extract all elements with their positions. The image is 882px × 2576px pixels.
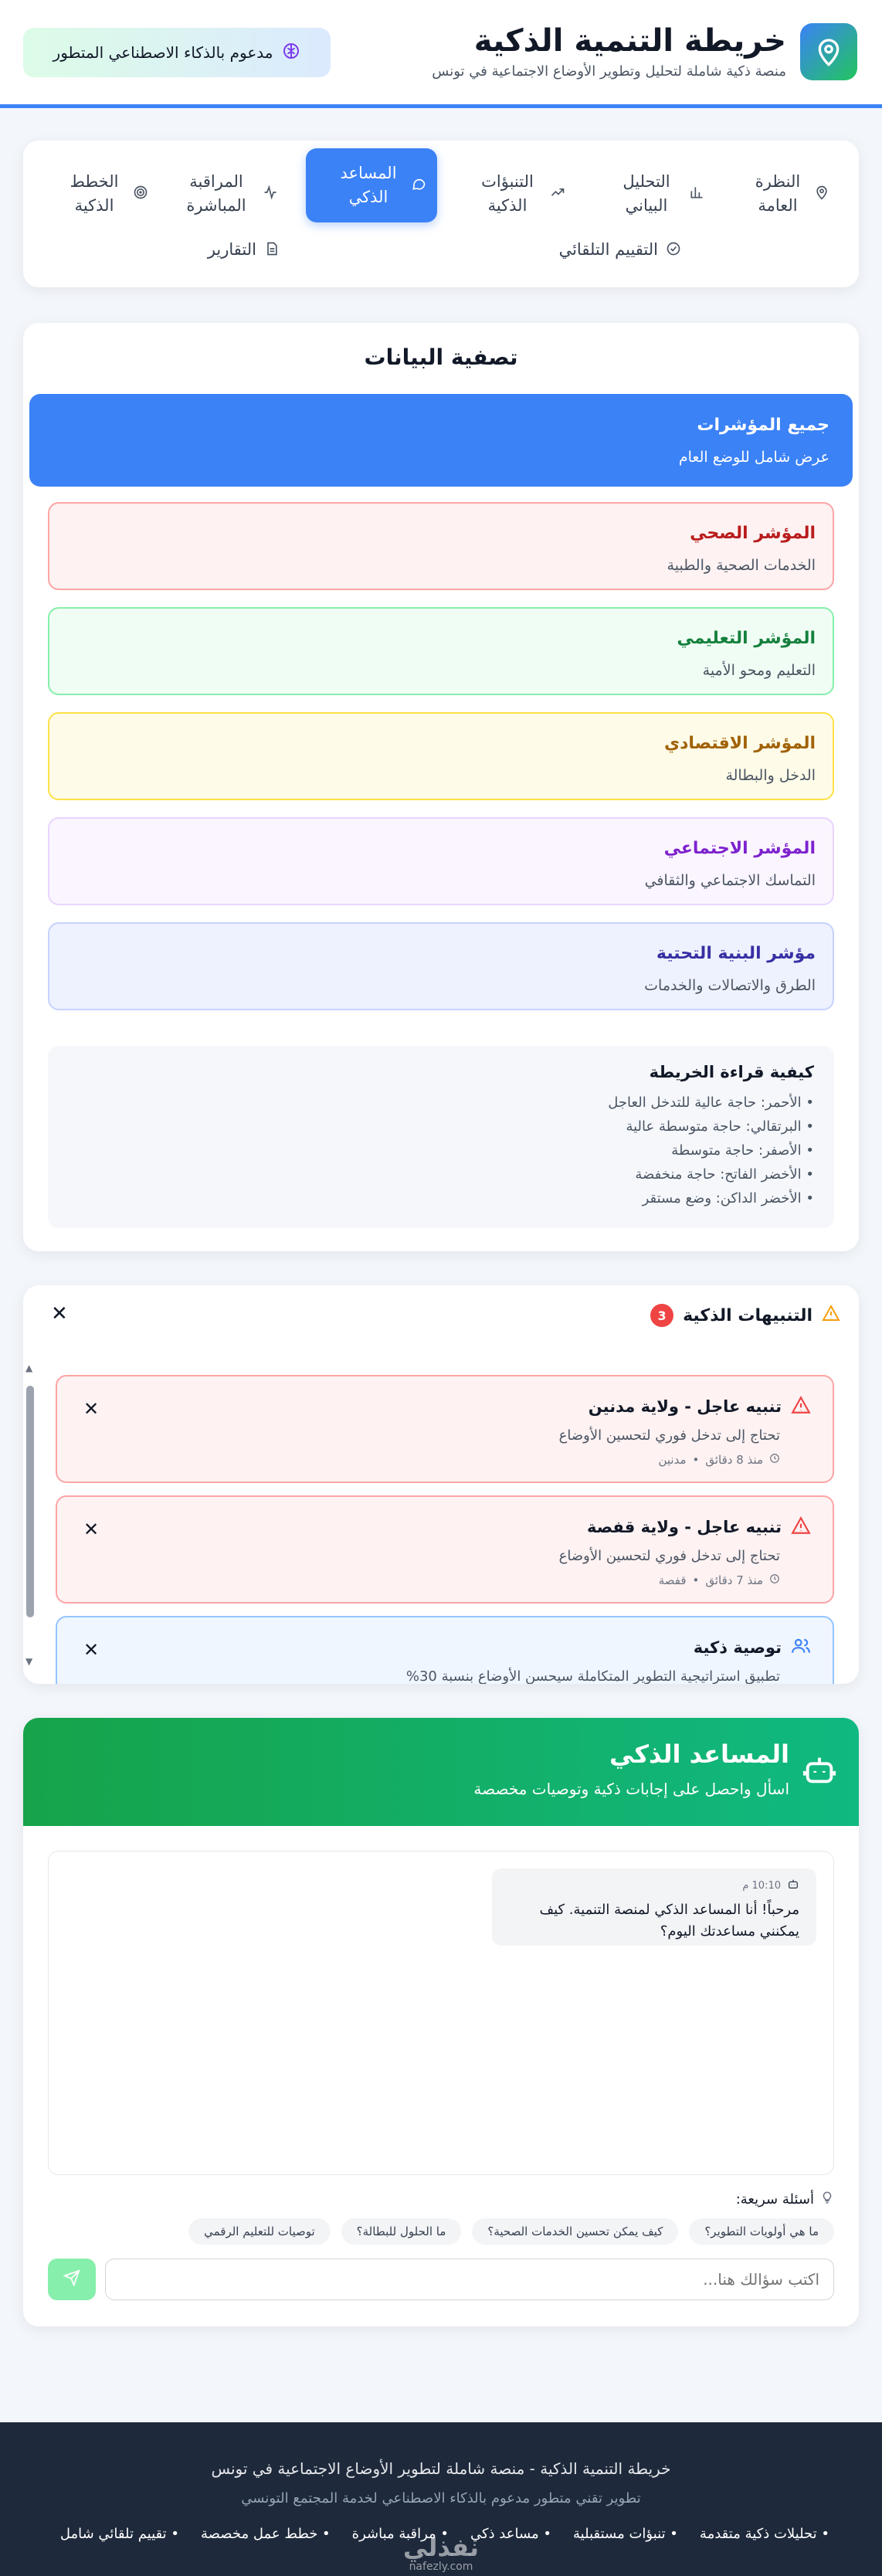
alert-time: منذ 8 دقائق (705, 1453, 763, 1467)
watermark-logo: نفذلي nafezly.com (403, 2533, 479, 2573)
tab-auto-evaluation[interactable] (548, 227, 692, 273)
smart-alerts-panel (23, 1285, 859, 1684)
tab-label: المراقبة المباشرة (186, 171, 246, 215)
lightbulb-icon (820, 2191, 834, 2208)
indicator-title: المؤشر التعليمي (677, 629, 816, 648)
message-text: مرحباً! أنا المساعد الذكي لمنصة التنمية. كيف يمكنني مساعدتك اليوم؟ (539, 1902, 799, 1940)
clock-icon (769, 1573, 780, 1587)
chat-icon (411, 176, 426, 195)
alert-desc: تطبيق استراتيجية التطوير المتكاملة سيحسن الأوضاع بنسبة 30% (405, 1668, 780, 1684)
filter-all-desc: عرض شامل للوضع العام (678, 449, 829, 466)
alert-title: تنبيه عاجل - ولاية مدنين (588, 1397, 782, 1416)
tab-label: النظرة العامة (755, 171, 801, 215)
alert-desc: تحتاج إلى تدخل فوري لتحسين الأوضاع (558, 1548, 780, 1564)
warning-icon (822, 1304, 840, 1327)
bar-chart-icon (689, 185, 704, 204)
scroll-down-icon[interactable]: ▼ (25, 1656, 33, 1667)
alert-title: توصية ذكية (693, 1638, 782, 1657)
indicator-title: المؤشر الاجتماعي (663, 839, 816, 858)
footer-feature: • مراقبة مباشرة (351, 2526, 449, 2542)
tab-label: المساعد الذكي (340, 163, 397, 206)
alert-place: قفصة (658, 1573, 687, 1587)
legend-item: • البرتقالي: حاجة متوسطة عالية (626, 1118, 814, 1135)
indicator-desc: الطرق والاتصالات والخدمات (644, 977, 816, 994)
send-button[interactable] (48, 2259, 96, 2300)
legend-item: • الأخضر الفاتح: حاجة منخفضة (635, 1166, 814, 1183)
quick-question-chip[interactable]: ما هي أولويات التطوير؟ (689, 2218, 834, 2245)
legend-item: • الأخضر الداكن: وضع مستقر (642, 1190, 814, 1207)
footer-feature: • تحليلات ذكية متقدمة (699, 2526, 829, 2542)
quick-question-chip[interactable]: كيف يمكن تحسين الخدمات الصحية؟ (472, 2218, 678, 2245)
alert-time: منذ 7 دقائق (705, 1573, 763, 1587)
tab-label: التقارير (207, 240, 256, 260)
send-icon (63, 2269, 80, 2289)
legend-title: كيفية قراءة الخريطة (649, 1063, 814, 1081)
tab-predictions[interactable] (462, 159, 576, 229)
alert-item (56, 1616, 834, 1684)
indicator-desc: الخدمات الصحية والطبية (667, 557, 816, 574)
assistant-header (23, 1718, 859, 1826)
tab-label: التحليل البياني (622, 171, 670, 215)
quick-question-chip[interactable]: توصيات للتعليم الرقمي (188, 2218, 331, 2245)
check-circle-icon (666, 241, 681, 260)
filter-title: تصفية البيانات (364, 344, 518, 370)
footer-title: خريطة التنمية الذكية - منصة شاملة لتطوير الأوضاع الاجتماعية في تونس (211, 2459, 671, 2478)
ai-badge-label: مدعوم بالذكاء الاصطناعي المتطور (53, 43, 273, 62)
alert-title: تنبيه عاجل - ولاية قفصة (586, 1518, 782, 1536)
app-header (0, 0, 882, 108)
tab-label: التقييم التلقائي (558, 240, 658, 260)
trending-up-icon (550, 185, 565, 204)
warning-icon (791, 1395, 811, 1418)
filter-economic-indicator[interactable] (48, 712, 834, 800)
alerts-scrollbar[interactable] (23, 1363, 40, 1672)
page-footer (0, 2422, 882, 2576)
tab-overview[interactable] (738, 159, 840, 229)
tab-smart-plans[interactable] (53, 159, 159, 229)
document-icon (264, 241, 280, 260)
tab-smart-assistant[interactable] (306, 148, 437, 222)
clock-icon (769, 1453, 780, 1467)
target-icon (133, 185, 148, 204)
indicator-title: المؤشر الاقتصادي (663, 734, 816, 753)
alerts-header (650, 1304, 840, 1327)
tab-chart-analysis[interactable] (601, 159, 715, 229)
dismiss-alert-button[interactable]: ✕ (83, 1639, 100, 1661)
bot-icon (797, 1752, 837, 1792)
filter-health-indicator[interactable] (48, 502, 834, 590)
brain-icon (282, 42, 300, 64)
app-title: خريطة التنمية الذكية (473, 23, 786, 59)
message-time: 10:10 م (742, 1879, 781, 1892)
footer-feature: • تنبؤات مستقبلية (573, 2526, 678, 2542)
legend-item: • الأصفر: حاجة متوسطة (671, 1142, 814, 1159)
activity-icon (263, 185, 278, 204)
smart-assistant-panel (23, 1718, 859, 2327)
indicator-desc: التماسك الاجتماعي والثقافي (644, 872, 816, 889)
indicator-title: المؤشر الصحي (690, 524, 816, 543)
scroll-up-icon[interactable]: ▲ (25, 1363, 33, 1373)
indicator-title: مؤشر البنية التحتية (656, 944, 816, 963)
users-icon (791, 1636, 811, 1659)
chat-input[interactable] (105, 2259, 834, 2300)
assistant-subtitle: اسأل واحصل على إجابات ذكية وتوصيات مخصصة (473, 1780, 789, 1798)
main-nav (23, 141, 859, 287)
indicator-desc: الدخل والبطالة (725, 767, 816, 784)
quick-question-chip[interactable]: ما الحلول للبطالة؟ (341, 2218, 462, 2245)
tab-label: التنبؤات الذكية (481, 171, 534, 215)
tab-live-monitoring[interactable] (167, 159, 289, 229)
close-alerts-button[interactable]: ✕ (51, 1302, 68, 1325)
footer-feature: • تقييم تلقائي شامل (59, 2526, 179, 2542)
dismiss-alert-button[interactable]: ✕ (83, 1398, 100, 1420)
chat-area[interactable] (48, 1851, 834, 2175)
filter-all-indicators[interactable] (29, 394, 853, 487)
footer-subtitle: تطوير تقني متطور مدعوم بالذكاء الاصطناعي لخدمة المجتمع التونسي (241, 2490, 641, 2506)
map-pin-logo-icon (800, 23, 857, 80)
footer-feature: • مساعد ذكي (470, 2526, 552, 2542)
dismiss-alert-button[interactable]: ✕ (83, 1519, 100, 1540)
app-subtitle: منصة ذكية شاملة لتحليل وتطوير الأوضاع الاجتماعية في تونس (432, 63, 786, 80)
map-pin-icon (814, 185, 829, 204)
data-filter-panel (23, 323, 859, 1251)
legend-item: • الأحمر: حاجة عالية للتدخل العاجل (608, 1095, 814, 1111)
assistant-title: المساعد الذكي (609, 1739, 789, 1769)
tab-reports[interactable] (197, 227, 290, 273)
quick-questions-label: أسئلة سريعة: (736, 2191, 834, 2208)
warning-icon (791, 1515, 811, 1539)
alert-desc: تحتاج إلى تدخل فوري لتحسين الأوضاع (558, 1427, 780, 1444)
alert-place: مدنين (658, 1453, 687, 1467)
ai-badge (23, 28, 331, 77)
scrollbar-thumb[interactable] (26, 1386, 34, 1617)
alert-item: تنبيه عاجل - ولاية قفصة تحتاج إلى تدخل فوري لتحسين الأوضاع منذ 7 دقائق • قفصة ✕ (56, 1495, 834, 1604)
filter-education-indicator[interactable] (48, 607, 834, 695)
filter-all-title: جميع المؤشرات (697, 416, 829, 435)
indicator-desc: التعليم ومحو الأمية (702, 662, 816, 679)
assistant-message (492, 1868, 816, 1946)
quick-questions (188, 2218, 834, 2245)
bot-icon (787, 1878, 799, 1893)
footer-feature: • خطط عمل مخصصة (201, 2526, 331, 2542)
filter-social-indicator[interactable] (48, 817, 834, 905)
alerts-title: التنبيهات الذكية (683, 1305, 812, 1325)
map-legend (48, 1046, 834, 1228)
alert-item: تنبيه عاجل - ولاية مدنين تحتاج إلى تدخل فوري لتحسين الأوضاع منذ 8 دقائق • مدنين ✕ (56, 1375, 834, 1483)
tab-label: الخطط الذكية (70, 171, 119, 215)
alerts-count-badge: 3 (650, 1304, 673, 1327)
filter-infrastructure-indicator[interactable] (48, 922, 834, 1010)
